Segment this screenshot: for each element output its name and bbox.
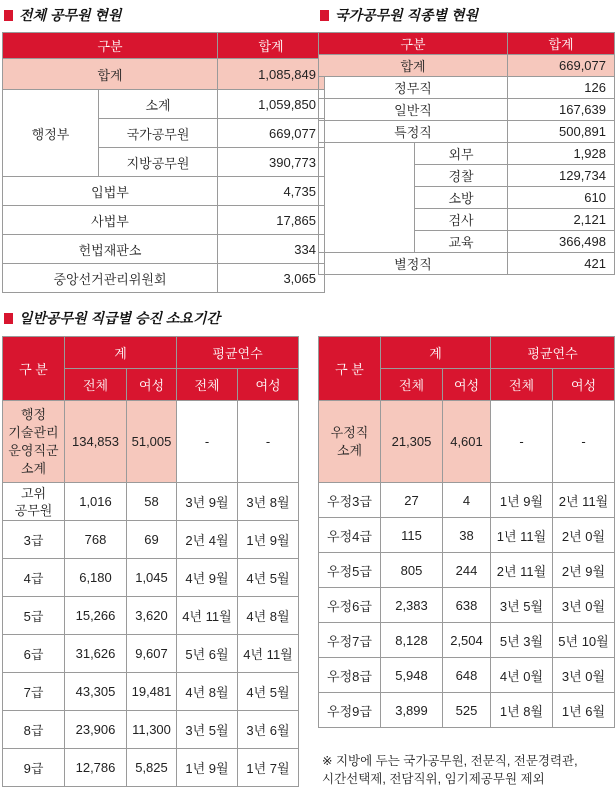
table-row: 고위 공무원 1,016 58 3년 9월 3년 8월 — [3, 483, 299, 521]
row-label: 외무 — [415, 143, 508, 165]
promotion-period-table-postal — [318, 336, 615, 728]
table-row — [3, 90, 325, 119]
row-label: 헌법재판소 — [3, 235, 218, 264]
section-title-promotion-period: 일반공무원 직급별 승진 소요기간 — [4, 308, 220, 328]
table-row — [3, 235, 325, 264]
table-row — [319, 99, 615, 121]
table-row: 우정7급 8,128 2,504 5년 3월 5년 10월 — [319, 623, 615, 658]
header-gubun: 구분 — [319, 33, 508, 55]
cell-female: 4,601 — [443, 401, 491, 483]
row-value: 1,085,849 — [218, 59, 325, 90]
row-value: 669,077 — [218, 119, 325, 148]
footnote: ※ 지방에 두는 국가공무원, 전문직, 전문경력관, 시간선택제, 전담직위, 임기제공무원 제외 — [322, 754, 578, 786]
table-row — [3, 264, 325, 293]
table-row: 우정4급 115 38 1년 11월 2년 0월 — [319, 518, 615, 553]
table-header-row — [319, 33, 615, 55]
cell-female: 51,005 — [127, 401, 177, 483]
promotion-period-table-general — [2, 336, 299, 787]
group-label: 행정부 — [3, 90, 99, 177]
header-all: 전체 — [491, 369, 553, 401]
table-row: 8급 23,906 11,300 3년 5월 3년 6월 — [3, 711, 299, 749]
row-value: 167,639 — [508, 99, 615, 121]
row-value: 2,121 — [508, 209, 615, 231]
row-value: 334 — [218, 235, 325, 264]
header-total: 합계 — [218, 33, 325, 59]
section-title-total-officials: 전체 공무원 현원 — [4, 5, 121, 25]
cell-avg-all: - — [491, 401, 553, 483]
header-all: 전체 — [177, 369, 238, 401]
row-label: 국가공무원 — [99, 119, 218, 148]
header-gye: 계 — [381, 337, 491, 369]
subtotal-row — [319, 401, 615, 483]
table-row — [3, 206, 325, 235]
row-label: 합계 — [3, 59, 218, 90]
header-all: 전체 — [381, 369, 443, 401]
row-value: 126 — [508, 77, 615, 99]
header-avg-years: 평균연수 — [177, 337, 299, 369]
row-label: 교육 — [415, 231, 508, 253]
row-label: 합계 — [319, 55, 508, 77]
row-label: 별정직 — [319, 253, 508, 275]
row-label: 고위 공무원 — [3, 483, 65, 521]
row-label: 우정직 소계 — [319, 401, 381, 483]
red-square-icon — [320, 10, 329, 21]
row-value: 421 — [508, 253, 615, 275]
row-label: 특정직 — [319, 121, 508, 143]
cell-avg-female: - — [553, 401, 615, 483]
table-header-row — [3, 33, 325, 59]
table-row: 7급 43,305 19,481 4년 8월 4년 5월 — [3, 673, 299, 711]
total-officials-table — [2, 32, 325, 293]
row-label: 지방공무원 — [99, 148, 218, 177]
row-label: 정무직 — [319, 77, 508, 99]
row-label: 행정 기술관리 운영직군 소계 — [3, 401, 65, 483]
header-gye: 계 — [65, 337, 177, 369]
row-value: 17,865 — [218, 206, 325, 235]
header-gubun: 구 분 — [3, 337, 65, 401]
table-row: 3급 768 69 2년 4월 1년 9월 — [3, 521, 299, 559]
header-female: 여성 — [553, 369, 615, 401]
table-row — [319, 143, 615, 165]
total-row — [3, 59, 325, 90]
table-row: 우정5급 805 244 2년 11월 2년 9월 — [319, 553, 615, 588]
row-value: 390,773 — [218, 148, 325, 177]
row-value: 500,891 — [508, 121, 615, 143]
row-value: 1,059,850 — [218, 90, 325, 119]
row-label: 검사 — [415, 209, 508, 231]
cell-avg-all: - — [177, 401, 238, 483]
row-value: 610 — [508, 187, 615, 209]
table-row: 우정6급 2,383 638 3년 5월 3년 0월 — [319, 588, 615, 623]
table-row — [319, 77, 615, 99]
table-row — [319, 253, 615, 275]
row-label: 사법부 — [3, 206, 218, 235]
row-value: 669,077 — [508, 55, 615, 77]
header-all: 전체 — [65, 369, 127, 401]
total-row — [319, 55, 615, 77]
table-row: 5급 15,266 3,620 4년 11월 4년 8월 — [3, 597, 299, 635]
red-square-icon — [4, 313, 13, 324]
table-header-row — [3, 337, 299, 369]
table-row — [319, 121, 615, 143]
header-gubun: 구분 — [3, 33, 218, 59]
header-female: 여성 — [238, 369, 299, 401]
cell-avg-female: - — [238, 401, 299, 483]
national-officials-table — [318, 32, 615, 275]
table-row: 6급 31,626 9,607 5년 6월 4년 11월 — [3, 635, 299, 673]
row-label: 입법부 — [3, 177, 218, 206]
table-row: 우정3급 27 4 1년 9월 2년 11월 — [319, 483, 615, 518]
header-female: 여성 — [443, 369, 491, 401]
header-gubun: 구 분 — [319, 337, 381, 401]
table-row — [3, 177, 325, 206]
cell-all: 21,305 — [381, 401, 443, 483]
row-value: 4,735 — [218, 177, 325, 206]
subtotal-row — [3, 401, 299, 483]
red-square-icon — [4, 10, 13, 21]
cell-all: 134,853 — [65, 401, 127, 483]
row-label: 중앙선거관리위원회 — [3, 264, 218, 293]
header-avg-years: 평균연수 — [491, 337, 615, 369]
row-value: 3,065 — [218, 264, 325, 293]
table-row: 9급 12,786 5,825 1년 9월 1년 7월 — [3, 749, 299, 787]
row-value: 129,734 — [508, 165, 615, 187]
row-value: 366,498 — [508, 231, 615, 253]
row-label: 일반직 — [319, 99, 508, 121]
header-female: 여성 — [127, 369, 177, 401]
table-row: 우정8급 5,948 648 4년 0월 3년 0월 — [319, 658, 615, 693]
table-row: 4급 6,180 1,045 4년 9월 4년 5월 — [3, 559, 299, 597]
row-value: 1,928 — [508, 143, 615, 165]
row-label: 소계 — [99, 90, 218, 119]
table-row: 우정9급 3,899 525 1년 8월 1년 6월 — [319, 693, 615, 728]
section-title-national-officials: 국가공무원 직종별 현원 — [320, 5, 478, 25]
row-label: 소방 — [415, 187, 508, 209]
header-total: 합계 — [508, 33, 615, 55]
table-header-row — [319, 337, 615, 369]
row-label: 경찰 — [415, 165, 508, 187]
